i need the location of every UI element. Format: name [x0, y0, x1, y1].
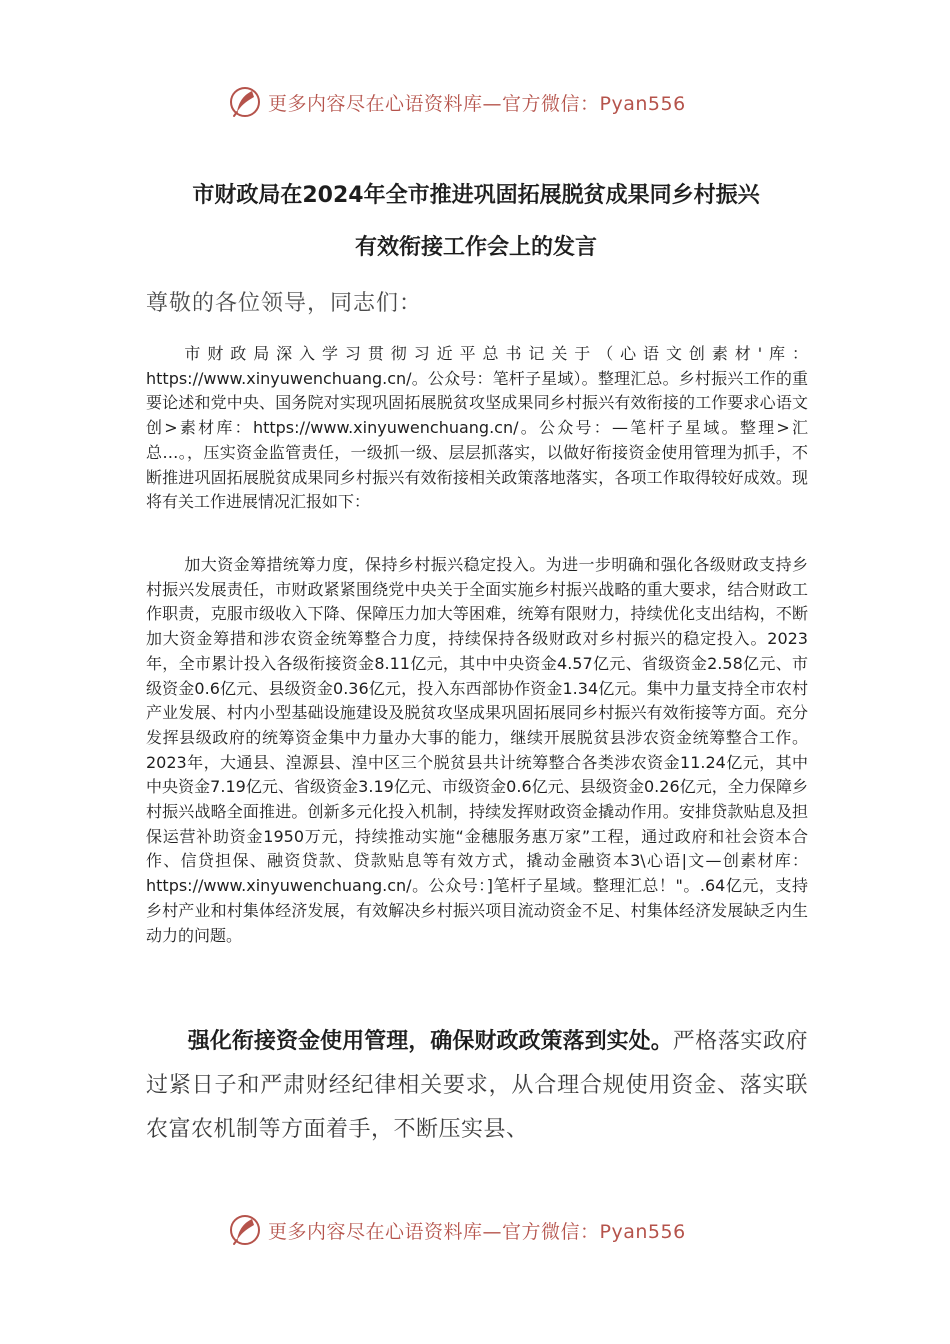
- banner-text: 更多内容尽在心语资料库—官方微信：Pyan556: [268, 92, 686, 115]
- paragraph-intro: 市财政局深入学习贯彻习近平总书记关于（心语文创素材'库：https://www.xinyuwenchuang.cn/。公众号：笔杆子星域）。整理汇总。乡村振兴工作的重要论述和党中央、国务院对实现巩固拓展脱贫攻坚成果同乡村振兴有效衔接的工作要求心语文创>素材库：https://www.xinyuwenchuang.cn/。公众号：—笔杆子星域。整理>汇总…。，压实资金监管责任，一级抓一级、层层抓落实，以做好衔接资金使用管理为抓手，不断推进巩固拓展脱贫成果同乡村振兴有效衔接相关政策落地落实，各项工作取得较好成效。现将有关工作进展情况汇报如下：: [146, 344, 808, 512]
- paragraph-funding: 加大资金筹措统筹力度，保持乡村振兴稳定投入。为进一步明确和强化各级财政支持乡村振兴发展责任，市财政紧紧围绕党中央关于全面实施乡村振兴战略的重大要求，结合财政工作职责，克服市级收入下降、保障压力加大等困难，统筹有限财力，持续优化支出结构，不断加大资金筹措和涉农资金统筹整合力度，持续保持各级财政对乡村振兴的稳定投入。2023年，全市累计投入各级衔接资金8.11亿元，其中中央资金4.57亿元、省级资金2.58亿元、市级资金0.6亿元、县级资金0.36亿元，投入东西部协作资金1.34亿元。集中力量支持全市农村产业发展、村内小型基础设施建设及脱贫攻坚成果巩固拓展同乡村振兴有效衔接等方面。充分发挥县级政府的统筹资金集中力量办大事的能力，继续开展脱贫县涉农资金统筹整合工作。2023年，大通县、湟源县、湟中区三个脱贫县共计统筹整合各类涉农资金11.24亿元，其中中央资金7.19亿元、省级资金3.19亿元、市级资金0.6亿元、县级资金0.26亿元，全力保障乡村振兴战略全面推进。创新多元化投入机制，持续发挥财政资金撬动作用。安排贷款贴息及担保运营补助资金1950万元，持续推动实施“金穗服务惠万家”工程，通过政府和社会资本合作、信贷担保、融资贷款、贷款贴息等有效方式，撬动金融资本3\心语|文—创素材库：https://www.xinyuwenchuang.cn/。公众号：]笔杆子星域。整理汇总！"。.64亿元，支持乡村产业和村集体经济发展，有效解决乡村振兴项目流动资金不足、村集体经济发展缺乏内生动力的问题。: [146, 555, 808, 945]
- document-title-line-2: 有效衔接工作会上的发言: [354, 235, 597, 260]
- document-title-line-1: 市财政局在2024年全市推进巩固拓展脱贫成果同乡村振兴: [192, 183, 760, 208]
- banner-text: 更多内容尽在心语资料库—官方微信：Pyan556: [268, 1220, 686, 1243]
- paragraph-heading: 强化衔接资金使用管理，确保财政政策落到实处。: [187, 1029, 673, 1054]
- salutation: 尊敬的各位领导，同志们：: [146, 291, 423, 316]
- quill-logo-icon: [228, 1213, 262, 1247]
- paragraph-management: [146, 1020, 808, 1152]
- quill-logo-icon: [228, 85, 262, 119]
- footer-banner: [228, 1210, 686, 1250]
- paragraph-body: 严格落实政府过紧日子和严肃财经纪律相关要求，从合理合规使用资金、落实联农富农机制等方面着手，不断压实县、: [146, 1029, 808, 1142]
- header-banner: [228, 82, 686, 122]
